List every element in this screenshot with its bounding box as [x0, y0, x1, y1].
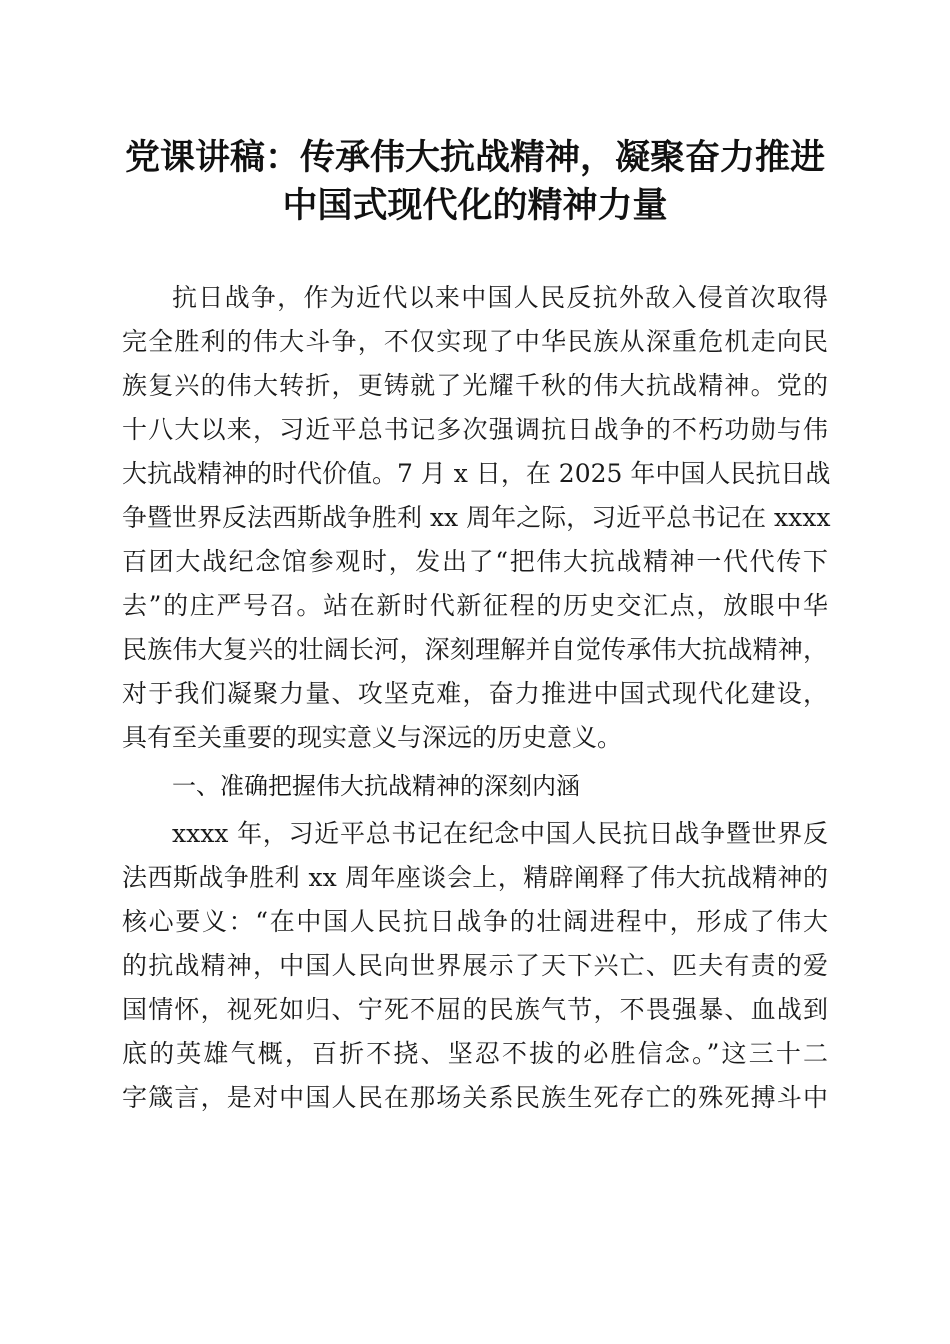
paragraph-1-line: 具有至关重要的现实意义与深远的历史意义。	[122, 723, 623, 752]
paragraph-1-line: 去”的庄严号召。站在新时代新征程的历史交汇点，放眼中华	[122, 591, 828, 620]
document-title	[100, 134, 850, 230]
paragraph-2-line: 底的英雄气概，百折不挠、坚忍不拔的必胜信念。”这三十二	[122, 1039, 828, 1068]
paragraph-1-line: 对于我们凝聚力量、攻坚克难，奋力推进中国式现代化建设，	[122, 679, 828, 708]
paragraph-2-line: 字箴言，是对中国人民在那场关系民族生死存亡的殊死搏斗中	[122, 1083, 828, 1112]
paragraph-2-line: 法西斯战争胜利 xx 周年座谈会上，精辟阐释了伟大抗战精神的	[122, 863, 828, 892]
paragraph-1-line: 族复兴的伟大转折，更铸就了光耀千秋的伟大抗战精神。党的	[122, 371, 828, 400]
title-line-1: 党课讲稿：传承伟大抗战精神，凝聚奋力推进	[124, 137, 825, 178]
paragraph-2-line: 国情怀，视死如归、宁死不屈的民族气节，不畏强暴、血战到	[122, 995, 828, 1024]
paragraph-1-line: 完全胜利的伟大斗争，不仅实现了中华民族从深重危机走向民	[122, 327, 828, 356]
paragraph-2-line: xxxx 年，习近平总书记在纪念中国人民抗日战争暨世界反	[172, 819, 828, 848]
paragraph-1-line: 争暨世界反法西斯战争胜利 xx 周年之际，习近平总书记在 xxxx	[122, 503, 831, 532]
paragraph-1-line: 抗日战争，作为近代以来中国人民反抗外敌入侵首次取得	[172, 283, 828, 312]
paragraph-1-line: 大抗战精神的时代价值。7 月 x 日，在 2025 年中国人民抗日战	[122, 459, 831, 488]
paragraph-1-line: 十八大以来，习近平总书记多次强调抗日战争的不朽功勋与伟	[122, 415, 828, 444]
paragraph-2-line: 的抗战精神，中国人民向世界展示了天下兴亡、匹夫有责的爱	[122, 951, 828, 980]
section-heading: 一、准确把握伟大抗战精神的深刻内涵	[172, 772, 580, 800]
paragraph-1-line: 百团大战纪念馆参观时，发出了“把伟大抗战精神一代代传下	[122, 547, 828, 576]
paragraph-2-line: 核心要义：“在中国人民抗日战争的壮阔进程中，形成了伟大	[122, 907, 828, 936]
title-line-2: 中国式现代化的精神力量	[282, 185, 668, 226]
paragraph-1-line: 民族伟大复兴的壮阔长河，深刻理解并自觉传承伟大抗战精神，	[122, 635, 828, 664]
